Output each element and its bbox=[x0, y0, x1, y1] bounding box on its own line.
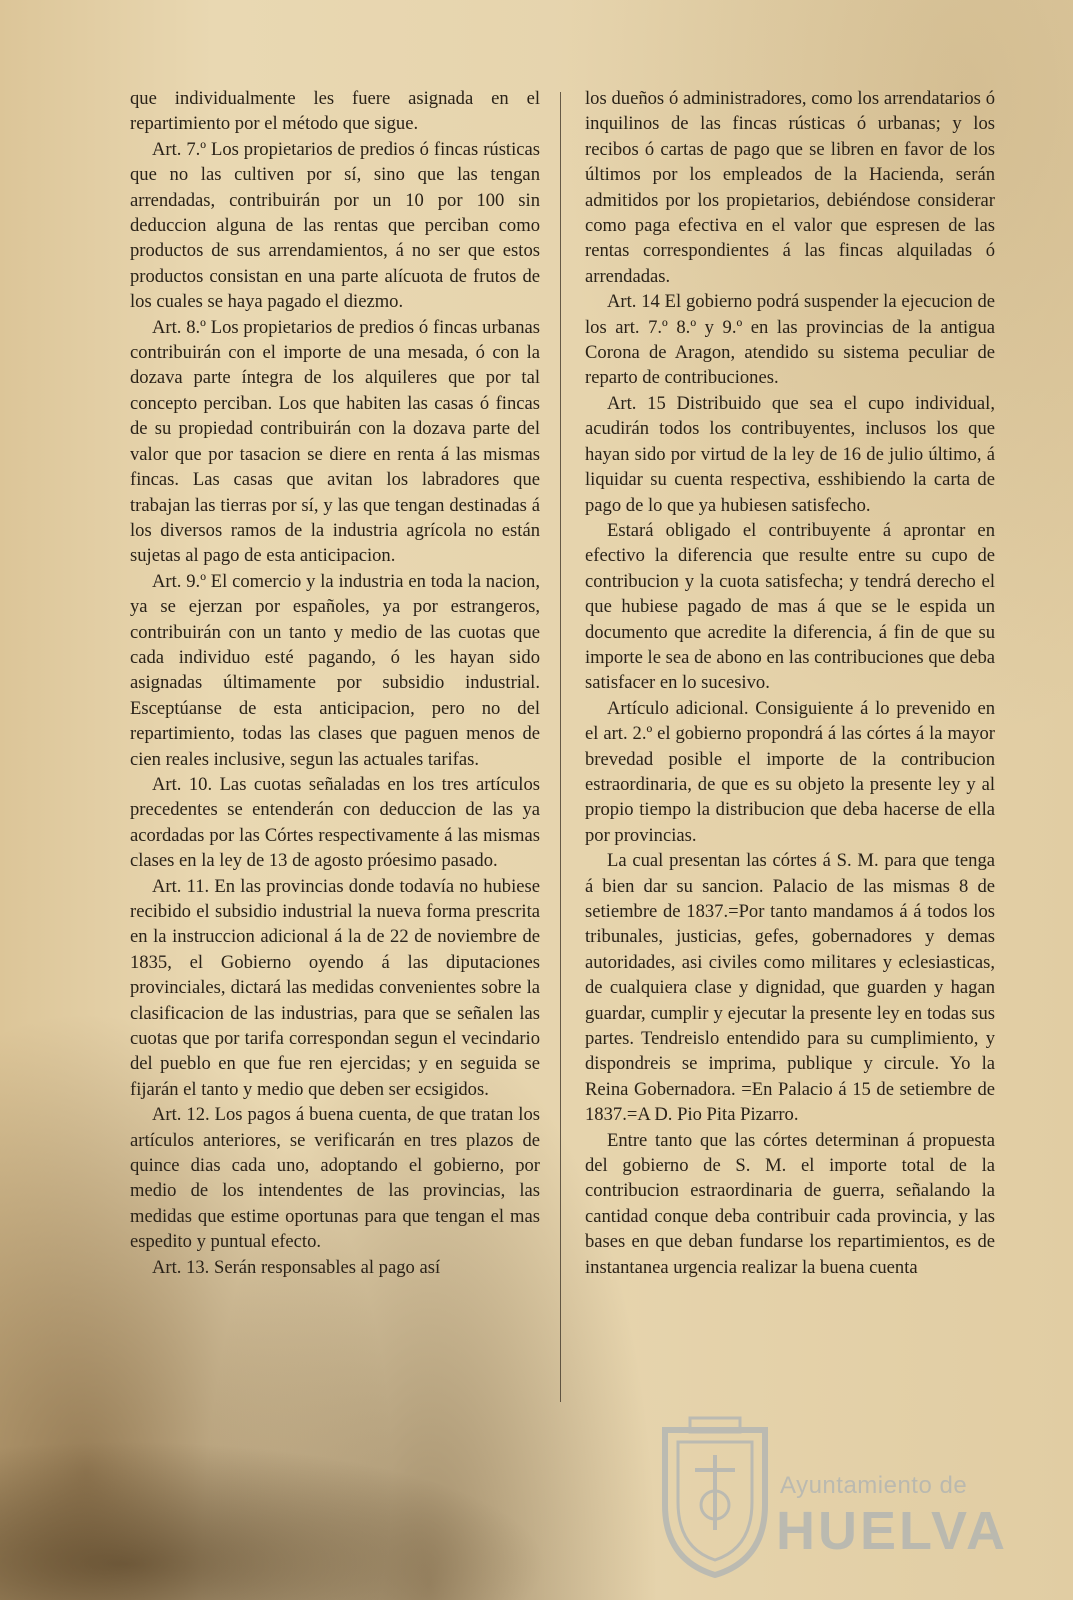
article-8: Art. 8.º Los propietarios de predios ó fincas urbanas contribuirán con el importe de una mesada, ó con la dozava parte íntegra de los alquileres que por tal concepto perciban. Los que habiten las casas ó fincas de su propiedad contribuirán con la dozava parte del valor que por tasacion se diere en renta á las mismas fincas. Las casas que avitan los labradores que trabajan las tierras por sí, y las que tengan destinadas á los diversos ramos de la industria agrícola no están sujetas al pago de esta anticipacion. bbox=[130, 316, 540, 567]
watermark bbox=[650, 1410, 1010, 1590]
article-12: Art. 12. Los pagos á buena cuenta, de que tratan los artículos anteriores, se verificarán en tres plazos de quince dias cada uno, adoptando el gobierno, por medio de los intendentes de las provincias, las medidas que estime oportunas para que tengan el mas espedito y puntual efecto. bbox=[130, 1104, 540, 1253]
text-column-right bbox=[585, 86, 995, 1280]
paper-stain bbox=[0, 1420, 620, 1600]
watermark-text: Ayuntamiento de bbox=[780, 1472, 968, 1499]
article-7: Art. 7.º Los propietarios de predios ó fincas rústicas que no las cultiven por sí, sino que las tengan arrendadas, contribuirán por un 10 por 100 sin deduccion alguna de las rentas que perciban como productos de sus arrendamientos, á no ser que estos productos consistan en una parte alícuota de frutos de los cuales se haya pagado el diezmo. bbox=[130, 138, 540, 313]
text-column-left bbox=[130, 86, 540, 1280]
paragraph: Estará obligado el contribuyente á aprontar en efectivo la diferencia que resulte entre su cupo de contribucion y la cuota satisfecha; y tendrá derecho el que hubiese pagado de mas á que se le espida un documento que acredite la diferencia, á fin de que su importe le sea de abono en las contribuciones que deba satisfacer en lo sucesivo. bbox=[585, 519, 995, 694]
paragraph: Entre tanto que las córtes determinan á propuesta del gobierno de S. M. el importe total de la contribucion estraordinaria de guerra, señalando la cantidad conque deba contribuir cada provincia, y las bases en que deban fundarse los repartimientos, es de instantanea urgencia realizar la buena cuenta bbox=[585, 1129, 995, 1278]
paragraph: que individualmente les fuere asignada en el repartimiento por el método que sigue. bbox=[130, 88, 540, 135]
column-divider bbox=[560, 92, 561, 1402]
article-9: Art. 9.º El comercio y la industria en toda la nacion, ya se ejerzan por españoles, ya por estrangeros, contribuirán con un tanto y medio de las cuotas que cada individuo esté pagando, ó les hayan sido asignadas últimamente por subsidio industrial. Esceptúanse de esta anticipacion, pero no del repartimiento, todas las clases que paguen menos de cien reales inclusive, segun las actuales tarifas. bbox=[130, 570, 540, 770]
additional-article: Artículo adicional. Consiguiente á lo prevenido en el art. 2.º el gobierno propondrá á las córtes á la mayor brevedad posible el importe de la contribucion estraordinaria, de que es su objeto la presente ley y al propio tiempo la distribucion que deba hacerse de ella por provincias. bbox=[585, 697, 995, 846]
article-15: Art. 15 Distribuido que sea el cupo individual, acudirán todos los contribuyentes, inclusos los que hayan sido por virtud de la ley de 16 de julio último, á liquidar su cuenta respectiva, esshibiendo la carta de pago de lo que ya hubiesen satisfecho. bbox=[585, 392, 995, 516]
article-11: Art. 11. En las provincias donde todavía no hubiese recibido el subsidio industrial la nueva forma prescrita en la instruccion adicional á la de 22 de noviembre de 1835, el Gobierno oyendo á las diputaciones provinciales, dictará las medidas convenientes sobre la clasificacion de las industrias, para que se señalen las cuotas que por tarifa correspondan segun el vecindario del pueblo en que fue ren ejercidas; y en seguida se fijarán el tanto y medio que deben ser ecsigidos. bbox=[130, 875, 540, 1100]
article-14: Art. 14 El gobierno podrá suspender la ejecucion de los art. 7.º 8.º y 9.º en las provincias de la antigua Corona de Aragon, atendido su sistema peculiar de reparto de contribuciones. bbox=[585, 291, 995, 389]
watermark-title: HUELVA bbox=[776, 1501, 1008, 1561]
paragraph: los dueños ó administradores, como los arrendatarios ó inquilinos de las fincas rústicas ó urbanas; y los recibos ó cartas de pago que se libren en favor de los últimos por los empleados de la Hacienda, serán admitidos por los propietarios, debiéndose considerar como paga efectiva en el valor que espresen de las rentas correspondientes á las fincas alquiladas ó arrendadas. bbox=[585, 88, 995, 287]
coat-of-arms-icon bbox=[650, 1410, 780, 1580]
article-13: Art. 13. Serán responsables al pago así bbox=[152, 1256, 441, 1278]
article-10: Art. 10. Las cuotas señaladas en los tres artículos precedentes se entenderán con deduccion de las ya acordadas por las Córtes respectivamente á las mismas clases en la ley de 13 de agosto próesimo pasado. bbox=[130, 773, 540, 872]
sanction-paragraph: La cual presentan las córtes á S. M. para que tenga á bien dar su sancion. Palacio de las mismas 8 de setiembre de 1837.=Por tanto mandamos á á todos los tribunales, justicias, gefes, gobernadores y demas autoridades, asi civiles como militares y eclesiasticas, de cualquiera clase y dignidad, que guarden y hagan guardar, cumplir y ejecutar la presente ley en todas sus partes. Tendreislo entendido para su cumplimiento, y dispondreis se imprima, publique y circule. Yo la Reina Gobernadora. =En Palacio á 15 de setiembre de 1837.=A D. Pio Pita Pizarro. bbox=[585, 850, 995, 1126]
